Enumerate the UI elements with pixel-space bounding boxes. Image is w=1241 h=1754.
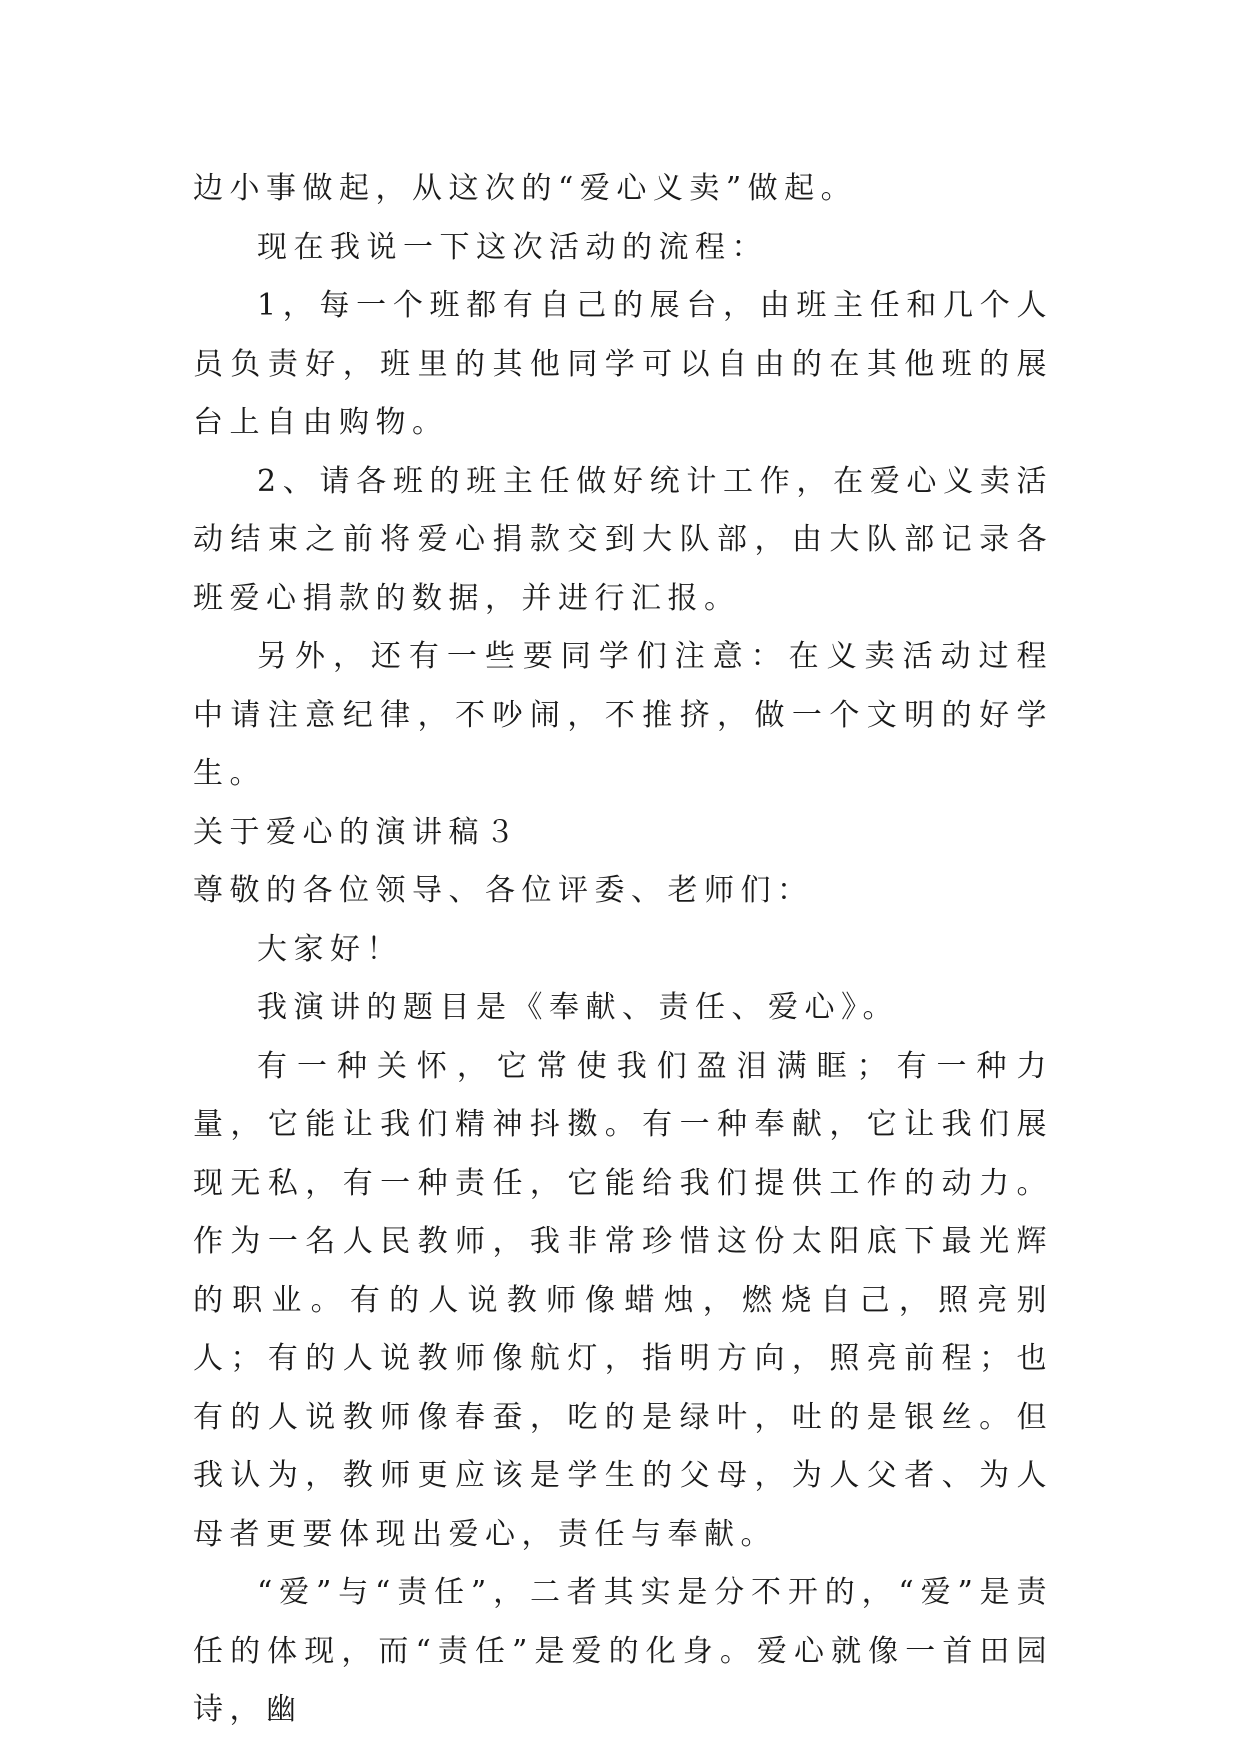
paragraph-continuation: 边小事做起，从这次的“爱心义卖”做起。: [193, 171, 858, 206]
section-heading: 关于爱心的演讲稿３: [193, 814, 522, 850]
paragraph-step-1: 1，每一个班都有自己的展台，由班主任和几个人员负责好，班里的其他同学可以自由的在其他班的展台上自由购物。: [193, 288, 1053, 440]
paragraph-body-1: 有一种关怀，它常使我们盈泪满眶；有一种力量，它能让我们精神抖擞。有一种奉献，它让我们展现无私，有一种责任，它能给我们提供工作的动力。作为一名人民教师，我非常珍惜这份太阳底下最光辉的职业。有的人说教师像蜡烛，燃烧自己，照亮别人；有的人说教师像航灯，指明方向，照亮前程；也有的人说教师像春蚕，吃的是绿叶，吐的是银丝。但我认为，教师更应该是学生的父母，为人父者、为人母者更要体现出爱心，责任与奉献。: [193, 1048, 1053, 1552]
document-body: [193, 160, 1053, 1740]
greeting: 大家好！: [257, 931, 403, 967]
paragraph-notice: 另外，还有一些要同学们注意：在义卖活动过程中请注意纪律，不吵闹，不推挤，做一个文明的好学生。: [193, 639, 1053, 791]
speech-topic: 我演讲的题目是《奉献、责任、爱心》。: [257, 990, 899, 1025]
paragraph-process-intro: 现在我说一下这次活动的流程：: [257, 229, 768, 265]
paragraph-step-2: 2、请各班的班主任做好统计工作，在爱心义卖活动结束之前将爱心捐款交到大队部，由大队部记录各班爱心捐款的数据，并进行汇报。: [193, 463, 1053, 616]
salutation: 尊敬的各位领导、各位评委、老师们：: [193, 873, 814, 908]
paragraph-body-2: “爱”与“责任”，二者其实是分不开的，“爱”是责任的体现，而“责任”是爱的化身。爱心就像一首田园诗，幽: [193, 1575, 1053, 1727]
